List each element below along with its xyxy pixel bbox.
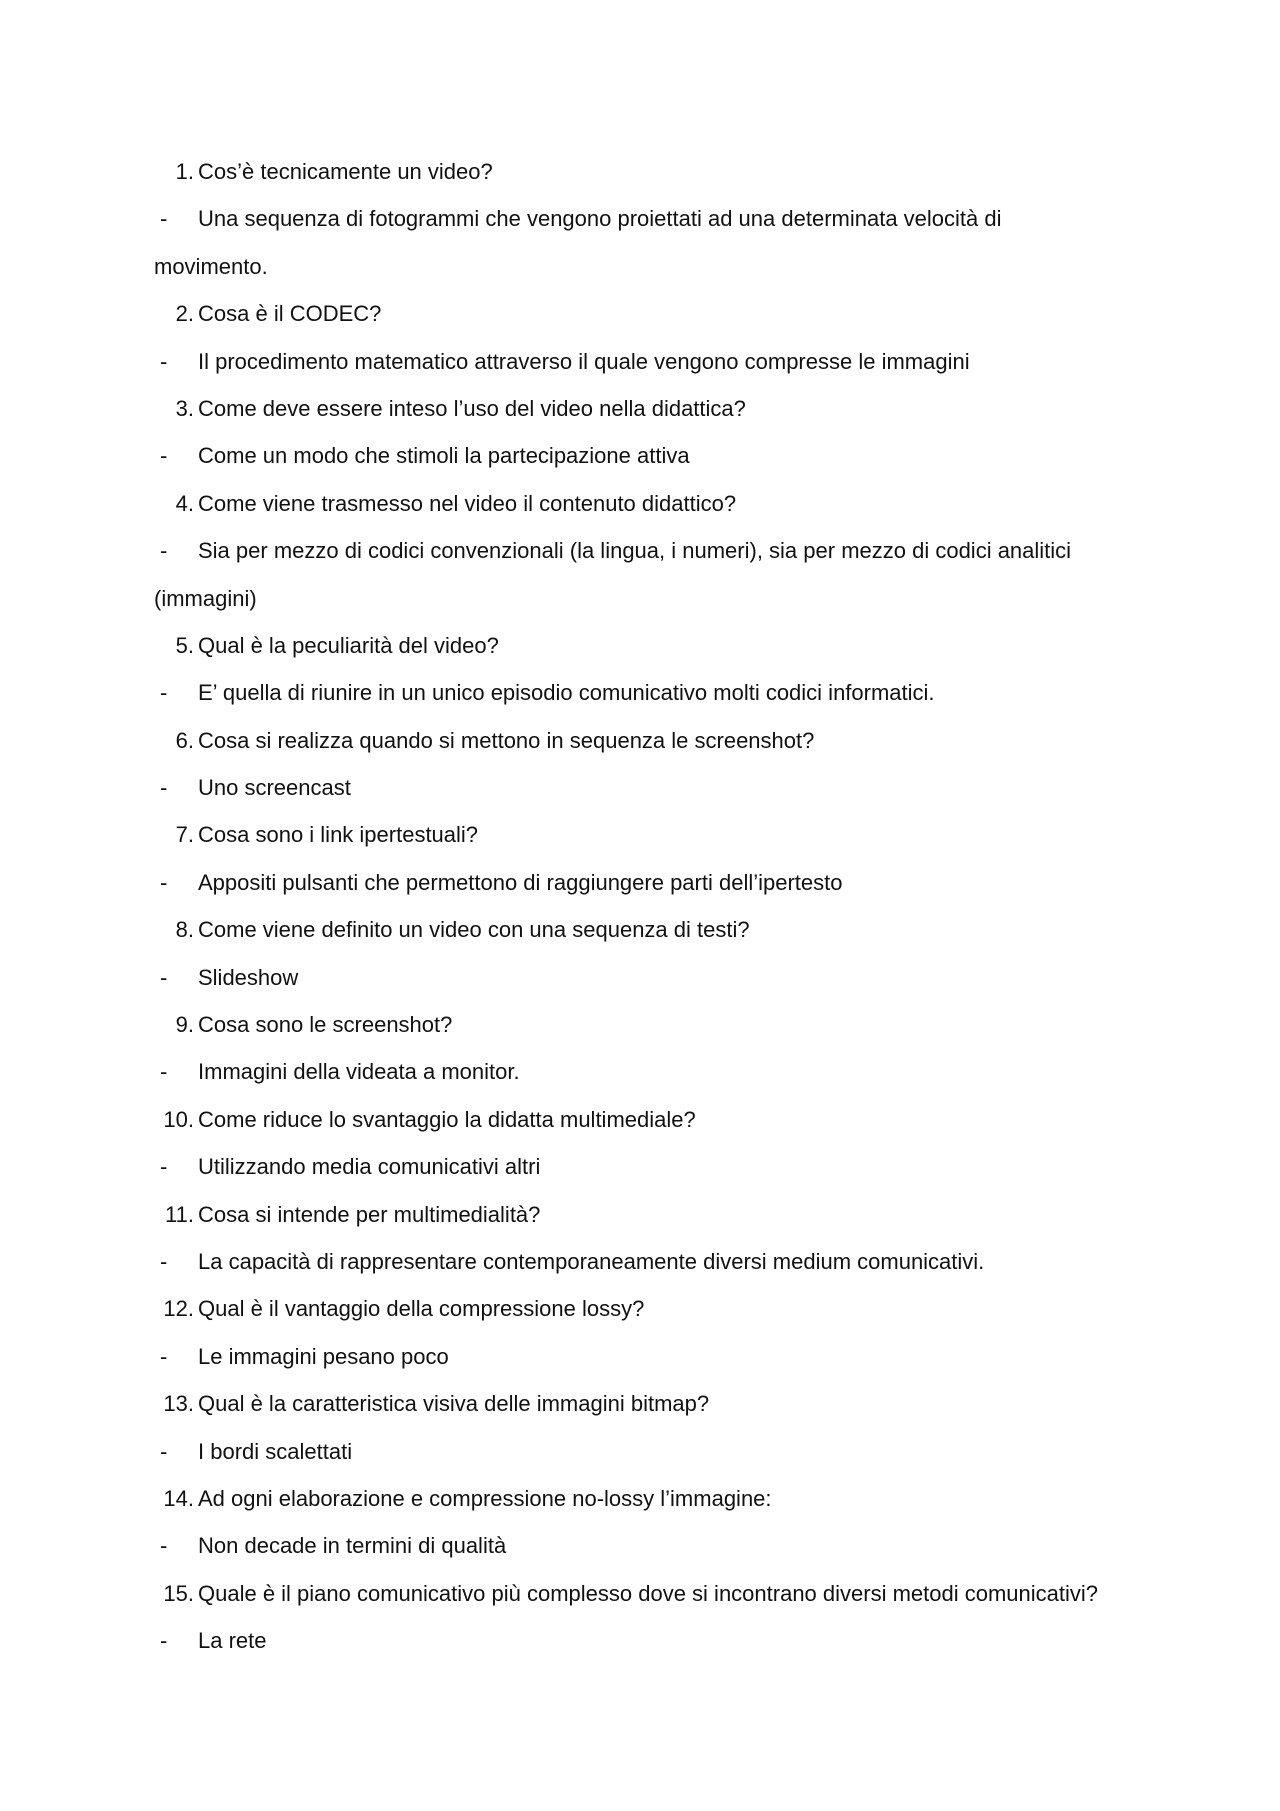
question-number: 15. <box>163 1580 194 1606</box>
question-number: 9. <box>175 1012 194 1038</box>
question-number: 8. <box>175 917 194 943</box>
answer-continuation <box>154 243 1164 290</box>
answer-text: Uno screencast <box>198 775 351 801</box>
answer-item <box>154 1617 1164 1664</box>
answer-continuation <box>154 575 1164 622</box>
question-text: Come riduce lo svantaggio la didatta multimediale? <box>198 1106 696 1132</box>
question-number: 3. <box>175 395 194 421</box>
question-text: Cosa sono le screenshot? <box>198 1012 453 1038</box>
question-text: Cosa si intende per multimedialità? <box>198 1201 541 1227</box>
question-item <box>154 622 1164 669</box>
question-text: Cos’è tecnicamente un video? <box>198 159 493 184</box>
answer-bullet: - <box>160 1343 168 1369</box>
answer-item <box>154 1143 1164 1190</box>
answer-item <box>154 764 1164 811</box>
answer-item <box>154 1522 1164 1569</box>
question-number: 10. <box>163 1106 194 1132</box>
question-text: Come viene trasmesso nel video il contenuto didattico? <box>198 490 737 516</box>
answer-bullet: - <box>160 348 168 374</box>
answer-item <box>154 195 1164 242</box>
answer-continuation-text: movimento. <box>154 253 268 279</box>
answer-bullet: - <box>160 1533 168 1559</box>
answer-text: Immagini della videata a monitor. <box>198 1059 520 1085</box>
question-item <box>154 1285 1164 1332</box>
question-text: Come deve essere inteso l’uso del video nella didattica? <box>198 395 746 421</box>
answer-text: Non decade in termini di qualità <box>198 1533 507 1559</box>
question-item <box>154 811 1164 858</box>
question-number: 4. <box>175 490 194 516</box>
question-item <box>154 1380 1164 1427</box>
answer-text: La rete <box>198 1628 267 1654</box>
question-item <box>154 906 1164 953</box>
question-item <box>154 385 1164 432</box>
answer-item <box>154 1333 1164 1380</box>
question-text: Cosa sono i link ipertestuali? <box>198 822 479 848</box>
answer-bullet: - <box>160 775 168 801</box>
answer-bullet: - <box>160 1248 168 1274</box>
answer-text: Utilizzando media comunicativi altri <box>198 1154 541 1180</box>
answer-item <box>154 669 1164 716</box>
answer-bullet: - <box>160 206 168 232</box>
answer-bullet: - <box>160 680 168 706</box>
answer-text: Appositi pulsanti che permettono di raggiungere parti dell’ipertesto <box>198 869 843 895</box>
question-text: Qual è la peculiarità del video? <box>198 632 499 658</box>
question-item <box>154 717 1164 764</box>
question-item <box>154 1191 1164 1238</box>
answer-bullet: - <box>160 443 168 469</box>
answer-bullet: - <box>160 1628 168 1654</box>
answer-text: Sia per mezzo di codici convenzionali (la lingua, i numeri), sia per mezzo di codici analitici <box>198 538 1072 564</box>
answer-item <box>154 1428 1164 1475</box>
question-text: Cosa si realizza quando si mettono in sequenza le screenshot? <box>198 727 815 753</box>
question-text: Cosa è il CODEC? <box>198 301 382 327</box>
question-number: 13. <box>163 1391 194 1417</box>
answer-text: Una sequenza di fotogrammi che vengono proiettati ad una determinata velocità di <box>198 206 1002 232</box>
question-number: 14. <box>163 1485 194 1511</box>
answer-text: E’ quella di riunire in un unico episodio comunicativo molti codici informatici. <box>198 680 935 706</box>
question-item <box>154 290 1164 337</box>
answer-item <box>154 859 1164 906</box>
answer-bullet: - <box>160 869 168 895</box>
question-number: 5. <box>175 632 194 658</box>
answer-bullet: - <box>160 538 168 564</box>
question-item <box>154 148 1164 195</box>
document-page <box>154 148 1164 1665</box>
question-text: Come viene definito un video con una sequenza di testi? <box>198 917 750 943</box>
question-text: Quale è il piano comunicativo più complesso dove si incontrano diversi metodi comunicativi? <box>198 1580 1099 1606</box>
answer-bullet: - <box>160 1154 168 1180</box>
answer-bullet: - <box>160 1059 168 1085</box>
answer-text: Come un modo che stimoli la partecipazione attiva <box>198 443 690 469</box>
answer-continuation-text: (immagini) <box>154 585 257 611</box>
answer-text: Le immagini pesano poco <box>198 1343 449 1369</box>
question-number: 6. <box>175 727 194 753</box>
answer-item <box>154 1048 1164 1095</box>
question-item <box>154 480 1164 527</box>
answer-text: Slideshow <box>198 964 299 990</box>
question-text: Qual è la caratteristica visiva delle immagini bitmap? <box>198 1391 710 1417</box>
answer-item <box>154 954 1164 1001</box>
answer-bullet: - <box>160 964 168 990</box>
question-item <box>154 1096 1164 1143</box>
question-number: 2. <box>175 301 194 327</box>
question-item <box>154 1570 1164 1617</box>
answer-bullet: - <box>160 1438 168 1464</box>
question-number: 7. <box>175 822 194 848</box>
answer-text: La capacità di rappresentare contemporaneamente diversi medium comunicativi. <box>198 1248 985 1274</box>
question-item <box>154 1001 1164 1048</box>
question-item <box>154 1475 1164 1522</box>
answer-text: I bordi scalettati <box>198 1438 353 1464</box>
answer-text: Il procedimento matematico attraverso il quale vengono compresse le immagini <box>198 348 970 374</box>
question-number: 12. <box>163 1296 194 1322</box>
answer-item <box>154 527 1164 574</box>
answer-item <box>154 1238 1164 1285</box>
question-number: 11. <box>165 1201 194 1227</box>
question-text: Ad ogni elaborazione e compressione no-lossy l’immagine: <box>198 1485 772 1511</box>
question-text: Qual è il vantaggio della compressione lossy? <box>198 1296 645 1322</box>
answer-item <box>154 338 1164 385</box>
question-number: 1. <box>175 159 194 184</box>
answer-item <box>154 432 1164 479</box>
